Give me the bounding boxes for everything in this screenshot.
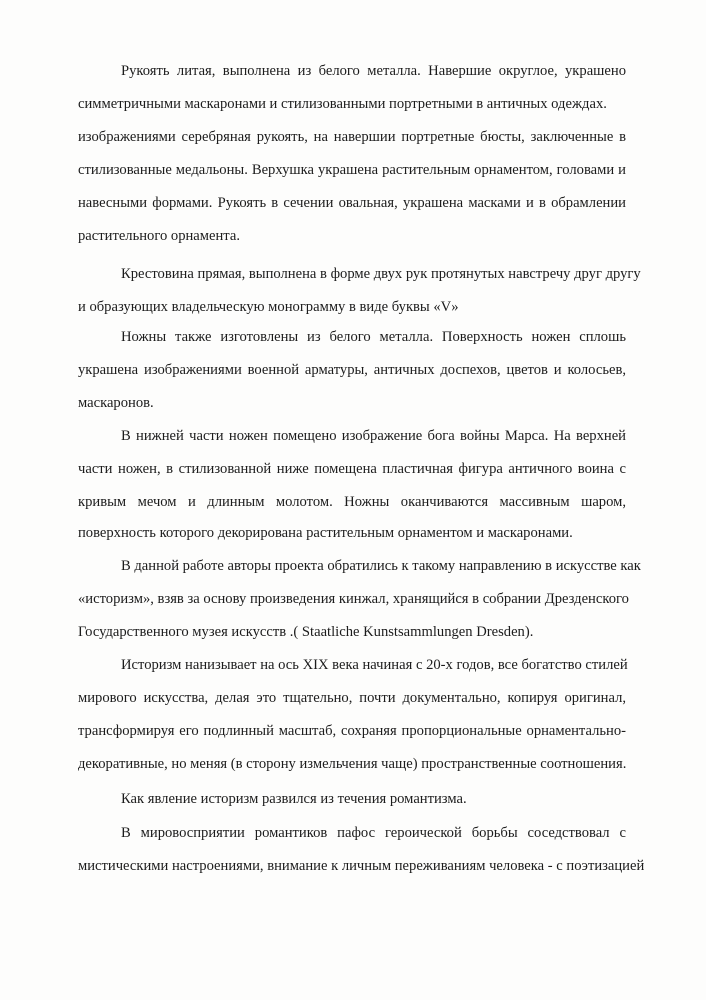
text-line: трансформируя его подлинный масштаб, сохраняя пропорциональные орнаментально- <box>78 723 626 739</box>
text-line: стилизованные медальоны. Верхушка украшена растительным орнаментом, головами и <box>78 162 626 178</box>
text-line: «историзм», взяв за основу произведения кинжал, хранящийся в собрании Дрезденского <box>78 591 629 607</box>
text-line: кривым мечом и длинным молотом. Ножны оканчиваются массивным шаром, <box>78 494 626 510</box>
text-line: Историзм нанизывает на ось XIX века начиная с 20-х годов, все богатство стилей <box>121 657 628 673</box>
text-line: изображениями серебряная рукоять, на навершии портретные бюсты, заключенные в <box>78 129 626 145</box>
text-line: Крестовина прямая, выполнена в форме двух рук протянутых навстречу друг другу <box>121 266 641 282</box>
text-line: Как явление историзм развился из течения романтизма. <box>121 791 467 807</box>
text-line: украшена изображениями военной арматуры, античных доспехов, цветов и колосьев, <box>78 362 626 378</box>
text-line: Государственного музея искусств .( Staatliche Kunstsammlungen Dresden). <box>78 624 534 640</box>
text-line: части ножен, в стилизованной ниже помещена пластичная фигура античного воина с <box>78 461 626 477</box>
text-line: В нижней части ножен помещено изображение бога войны Марса. На верхней <box>121 428 626 444</box>
text-line: и образующих владельческую монограмму в виде буквы «V» <box>78 299 459 315</box>
text-line: поверхность которого декорирована растительным орнаментом и маскаронами. <box>78 525 573 541</box>
text-line: маскаронов. <box>78 395 154 411</box>
text-line: мирового искусства, делая это тщательно, почти документально, копируя оригинал, <box>78 690 626 706</box>
text-line: растительного орнамента. <box>78 228 240 244</box>
text-line: Рукоять литая, выполнена из белого металла. Навершие округлое, украшено <box>121 63 626 79</box>
text-line: В данной работе авторы проекта обратились к такому направлению в искусстве как <box>121 558 641 574</box>
text-line: навесными формами. Рукоять в сечении овальная, украшена масками и в обрамлении <box>78 195 626 211</box>
text-line: В мировосприятии романтиков пафос героической борьбы соседствовал с <box>121 825 626 841</box>
text-line: декоративные, но меняя (в сторону измельчения чаще) пространственные соотношения. <box>78 756 627 772</box>
text-line: симметричными маскаронами и стилизованными портретными в античных одеждах. <box>78 96 607 112</box>
text-line: Ножны также изготовлены из белого металла. Поверхность ножен сплошь <box>121 329 626 345</box>
text-line: мистическими настроениями, внимание к личным переживаниям человека - с поэтизацией <box>78 858 645 874</box>
